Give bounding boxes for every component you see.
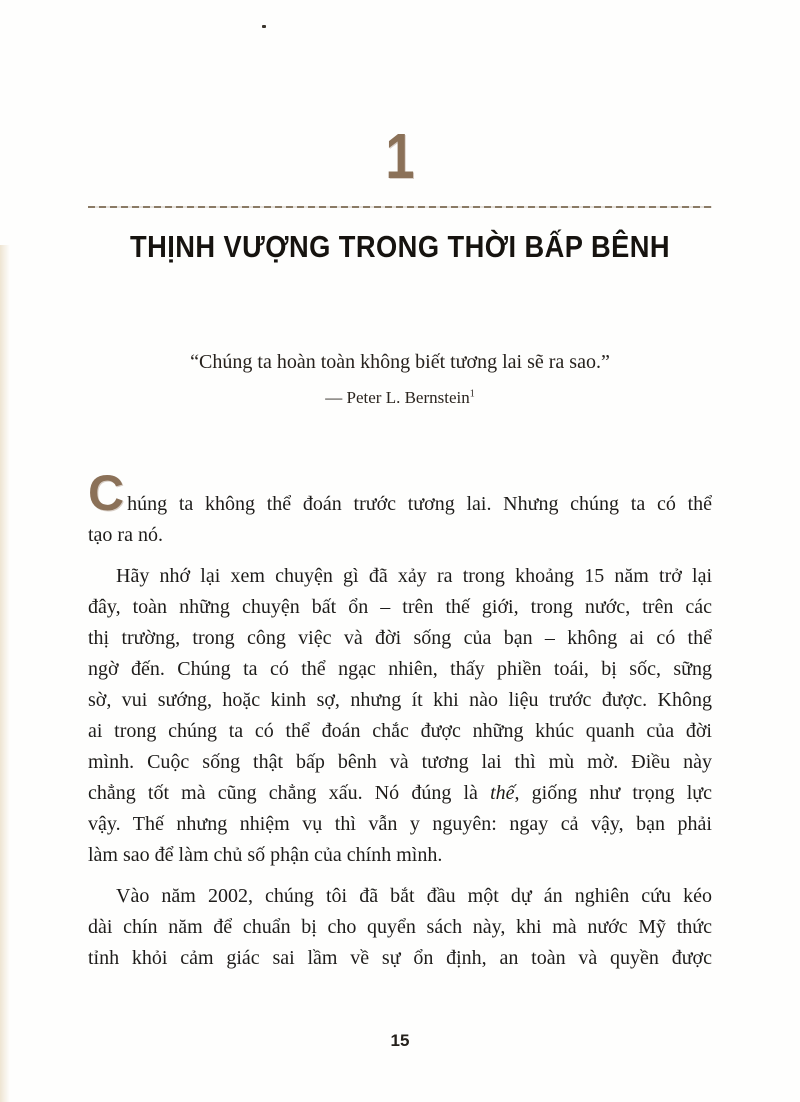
page-number: 15 (390, 1031, 410, 1050)
scan-speck (262, 25, 266, 28)
paragraph (88, 561, 712, 871)
text-line: thị trường, trong công việc và đời sống của bạn – không ai có thể (88, 627, 712, 649)
italic-word: thế (490, 782, 515, 804)
drop-cap: C (88, 465, 125, 521)
text-line: dài chín năm để chuẩn bị cho quyển sách này, khi mà nước Mỹ thức (88, 916, 712, 938)
footnote-marker: 1 (469, 388, 475, 400)
paragraph (88, 465, 712, 551)
chapter-number: 1 (385, 120, 415, 192)
text-line: sờ, vui sướng, hoặc kinh sợ, nhưng ít khi nào liệu trước được. Không (88, 689, 712, 711)
body-text (88, 465, 712, 984)
page-binding-shadow (0, 245, 11, 1102)
chapter-divider-rule (88, 206, 712, 208)
text-line: đây, toàn những chuyện bất ổn – trên thế giới, trong nước, trên các (88, 596, 712, 618)
text-line: Vào năm 2002, chúng tôi đã bắt đầu một dự án nghiên cứu kéo (116, 885, 712, 907)
text-line: chẳng tốt mà cũng chẳng xấu. Nó đúng là thế, giống như trọng lực (88, 782, 712, 804)
text-line: vậy. Thế nhưng nhiệm vụ thì vẫn y nguyên: ngay cả vậy, bạn phải (88, 813, 712, 835)
text-line: làm sao để làm chủ số phận của chính mình. (88, 844, 443, 866)
paragraph (88, 881, 712, 974)
epigraph-quote: “Chúng ta hoàn toàn không biết tương lai sẽ ra sao.” (190, 351, 610, 373)
text-line: tạo ra nó. (88, 524, 163, 546)
text-line: Chúng ta không thể đoán trước tương lai. Nhưng chúng ta có thể (88, 465, 712, 521)
attribution-dash: — (325, 388, 347, 407)
attribution-name: Peter L. Bernstein (346, 388, 470, 407)
text-line: mình. Cuộc sống thật bấp bênh và tương lai thì mù mờ. Điều này (88, 751, 712, 773)
chapter-title: THỊNH VƯỢNG TRONG THỜI BẤP BÊNH (129, 229, 671, 264)
epigraph-attribution (100, 387, 700, 409)
text-line: tỉnh khỏi cảm giác sai lầm về sự ổn định, an toàn và quyền được (88, 947, 712, 969)
text-line: Hãy nhớ lại xem chuyện gì đã xảy ra trong khoảng 15 năm trở lại (116, 565, 712, 587)
text-line: ai trong chúng ta có thể đoán chắc được những khúc quanh của đời (88, 720, 712, 742)
text-line: ngờ đến. Chúng ta có thể ngạc nhiên, thấy phiền toái, bị sốc, sững (88, 658, 712, 680)
